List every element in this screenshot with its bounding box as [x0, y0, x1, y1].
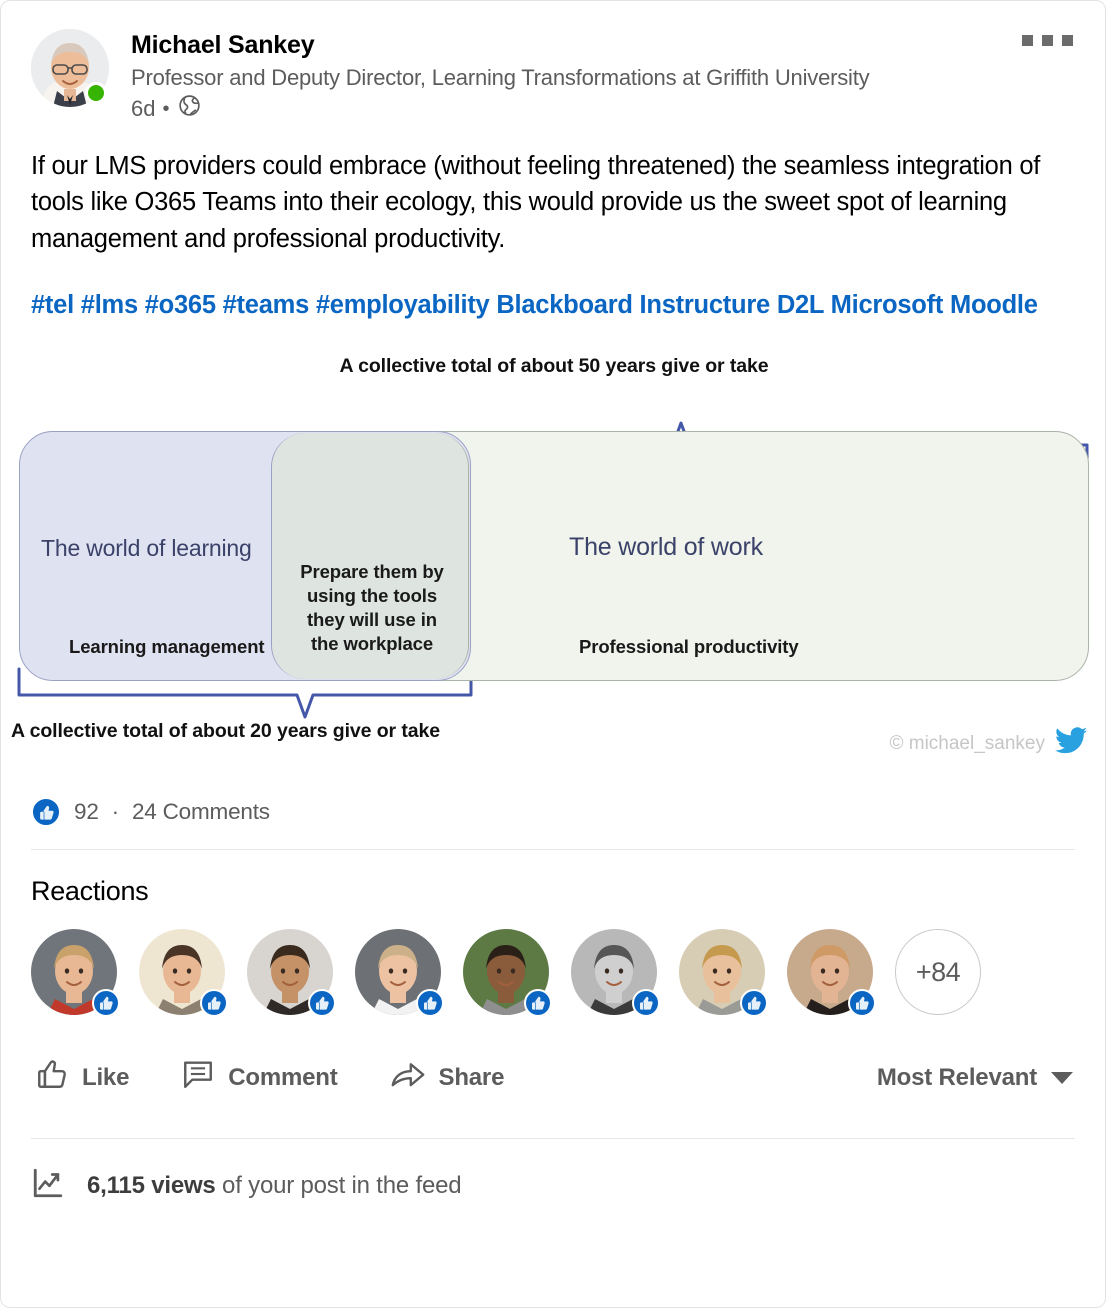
views-row[interactable]: [1, 1139, 1105, 1205]
label-world-of-learning: The world of learning: [41, 535, 252, 561]
social-counts-row: [1, 775, 1105, 849]
post-meta: [131, 93, 869, 124]
label-learning-management: Learning management: [69, 636, 265, 657]
meta-separator: •: [162, 97, 170, 120]
comment-bubble-icon: [181, 1057, 215, 1098]
reaction-avatar[interactable]: [139, 929, 225, 1015]
likes-count[interactable]: 92: [74, 799, 99, 824]
like-thumb-icon[interactable]: [31, 797, 61, 827]
reaction-avatar[interactable]: [31, 929, 117, 1015]
action-bar: [1, 1015, 1105, 1104]
reaction-avatar[interactable]: [355, 929, 441, 1015]
like-thumb-icon: [92, 989, 120, 1017]
post-timestamp: 6d: [131, 95, 156, 121]
post-header: [1, 1, 1105, 124]
share-button-label: Share: [438, 1063, 505, 1091]
post-image-diagram[interactable]: [1, 345, 1106, 775]
reaction-avatar-list: [31, 929, 1075, 1015]
share-button[interactable]: [386, 1051, 509, 1104]
label-professional-productivity: Professional productivity: [579, 636, 799, 657]
like-button-label: Like: [82, 1063, 130, 1091]
sort-comments-button[interactable]: [875, 1058, 1075, 1098]
diagram-caption-top: A collective total of about 50 years give or take: [339, 355, 769, 377]
label-overlap-text: Prepare them by using the tools they will use in the workplace: [300, 561, 444, 655]
like-thumb-icon: [308, 989, 336, 1017]
author-avatar[interactable]: [31, 29, 109, 107]
reaction-avatar[interactable]: [679, 929, 765, 1015]
views-suffix: of your post in the feed: [215, 1171, 462, 1199]
like-thumb-icon: [200, 989, 228, 1017]
reaction-avatar[interactable]: [463, 929, 549, 1015]
reaction-avatar[interactable]: [247, 929, 333, 1015]
like-thumb-icon: [848, 989, 876, 1017]
comment-button[interactable]: [177, 1051, 341, 1104]
chevron-down-icon: [1051, 1072, 1073, 1084]
author-name[interactable]: Michael Sankey: [131, 31, 315, 59]
diagram-watermark: [889, 727, 1087, 760]
thumbs-up-icon: [35, 1057, 69, 1098]
twitter-bird-icon: [1055, 727, 1087, 760]
reactions-section: [1, 850, 1105, 1015]
reactions-more-count[interactable]: +84: [895, 929, 981, 1015]
author-headline: Professor and Deputy Director, Learning Transformations at Griffith University: [131, 64, 870, 90]
post-overflow-menu-button[interactable]: [1018, 31, 1077, 50]
views-count: 6,115 views: [87, 1171, 216, 1199]
counts-separator: ·: [111, 799, 119, 824]
ellipsis-dot: [1042, 35, 1053, 46]
ellipsis-dot: [1062, 35, 1073, 46]
online-presence-indicator: [85, 82, 107, 104]
like-thumb-icon: [632, 989, 660, 1017]
like-button[interactable]: [31, 1051, 133, 1104]
sort-button-label: Most Relevant: [876, 1063, 1037, 1091]
watermark-text: © michael_sankey: [889, 732, 1045, 754]
share-arrow-icon: [390, 1057, 426, 1098]
views-text: [87, 1172, 461, 1200]
comment-button-label: Comment: [228, 1063, 338, 1091]
diagram-caption-bottom: A collective total of about 20 years give or take: [11, 720, 440, 742]
author-info: [131, 29, 869, 124]
post-hashtags[interactable]: #tel #lms #o365 #teams #employability Blackboard Instructure D2L Microsoft Moodle: [31, 290, 1038, 319]
label-world-of-work: The world of work: [569, 533, 763, 561]
analytics-chart-icon: [31, 1166, 65, 1205]
like-thumb-icon: [524, 989, 552, 1017]
reactions-heading: Reactions: [31, 876, 149, 906]
ellipsis-dot: [1022, 35, 1033, 46]
reaction-avatar[interactable]: [787, 929, 873, 1015]
like-thumb-icon: [740, 989, 768, 1017]
post-text: If our LMS providers could embrace (without feeling threatened) the seamless integration of tools like O365 Teams into their ecology, this would provide us the sweet spot of learning management and professional productivity.: [31, 152, 1041, 253]
like-thumb-icon: [416, 989, 444, 1017]
comments-count[interactable]: 24 Comments: [131, 799, 270, 824]
globe-icon: [177, 93, 202, 124]
post-body: [1, 124, 1105, 323]
reaction-avatar[interactable]: [571, 929, 657, 1015]
